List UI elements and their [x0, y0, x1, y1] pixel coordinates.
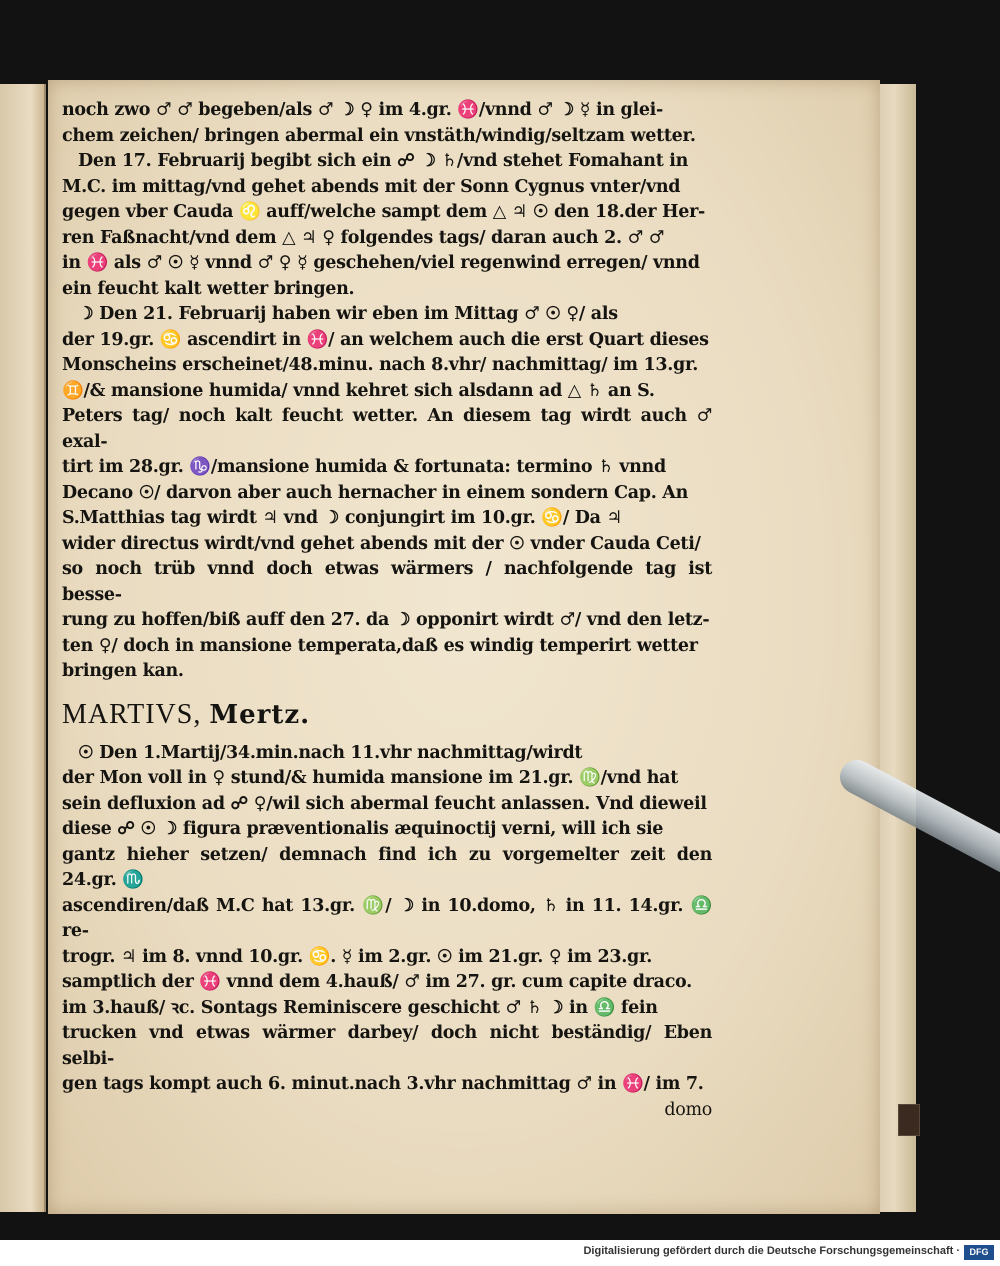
text-line: chem zeichen/ bringen abermal ein vnstäth/windig/seltzam wetter.: [62, 125, 696, 146]
dfg-logo-icon: DFG: [964, 1245, 994, 1260]
text-line: ♊/& mansione humida/ vnnd kehret sich alsdann ad △ ♄ an S.: [62, 380, 655, 401]
footer-credit: Digitalisierung gefördert durch die Deutsche Forschungsgemeinschaft ·: [583, 1245, 960, 1257]
text-line: gegen vber Cauda ♌ auff/welche sampt dem △ ♃ ☉ den 18.der Her-: [62, 202, 705, 222]
text-line: der 19.gr. ♋ ascendirt in ♓/ an welchem auch die erst Quart dieses: [62, 329, 709, 350]
text-line: in ♓ als ♂ ☉ ☿ vnnd ♂ ♀ ☿ geschehen/viel regenwind erregen/ vnnd: [62, 253, 700, 273]
text-line: tirt im 28.gr. ♑/mansione humida & fortunata: termino ♄ vnnd: [62, 457, 666, 477]
text-line: so noch trüb vnnd doch etwas wärmers / nachfolgende tag ist besse-: [62, 559, 712, 605]
page-text: [62, 98, 712, 1123]
section-1: [62, 98, 712, 149]
paragraph-17-februar: [62, 149, 712, 302]
text-line: Peters tag/ noch kalt feucht wetter. An diesem tag wirdt auch ♂ exal-: [62, 406, 712, 452]
text-line: gen tags kompt auch 6. minut.nach 3.vhr nachmittag ♂ in ♓/ im 7.: [62, 1074, 704, 1094]
text-line: gantz hieher setzen/ demnach find ich zu vorgemelter zeit den 24.gr. ♏: [62, 844, 712, 890]
text-line: ten ♀/ doch in mansione temperata,daß es windig temperirt wetter: [62, 635, 698, 656]
footer-bar: [0, 1240, 1000, 1266]
paragraph-1-martij: [62, 741, 712, 1098]
text-line: ☽ Den 21. Februarij haben wir eben im Mittag ♂ ☉ ♀/ als: [78, 304, 618, 324]
text-line: ☉ Den 1.Martij/34.min.nach 11.vhr nachmittag/wirdt: [78, 742, 583, 763]
text-line: der Mon voll in ♀ stund/& humida mansione im 21.gr. ♍/vnd hat: [62, 768, 678, 788]
text-line: ein feucht kalt wetter bringen.: [62, 278, 355, 299]
left-page-edge: [0, 84, 46, 1212]
text-line: ascendiren/daß M.C hat 13.gr. ♍/ ☽ in 10.domo, ♄ in 11. 14.gr. ♎ re-: [62, 895, 712, 941]
text-line: trucken vnd etwas wärmer darbey/ doch nicht beständig/ Eben selbi-: [62, 1023, 712, 1069]
text-line: M.C. im mittag/vnd gehet abends mit der Sonn Cygnus vnter/vnd: [62, 176, 681, 197]
text-line: rung zu hoffen/biß auff den 27. da ☽ opponirt wirdt ♂/ vnd den letz-: [62, 610, 710, 630]
heading-latin: MARTIVS,: [62, 698, 202, 730]
text-line: Den 17. Februarij begibt sich ein ☍ ☽ ♄/vnd stehet Fomahant in: [78, 151, 689, 171]
text-line: im 3.hauß/ ꝛc. Sontags Reminiscere geschicht ♂ ♄ ☽ in ♎ fein: [62, 997, 658, 1018]
heading-martius: [62, 695, 712, 735]
catchword: domo: [664, 1099, 712, 1120]
text-line: Monscheins erscheinet/48.minu. nach 8.vhr/ nachmittag/ im 13.gr.: [62, 355, 699, 375]
text-line: diese ☍ ☉ ☽ figura præventionalis æquinoctij verni, will ich sie: [62, 819, 664, 839]
heading-german: Mertz.: [209, 699, 311, 730]
text-line: trogr. ♃ im 8. vnnd 10.gr. ♋. ☿ im 2.gr. ☉ im 21.gr. ♀ im 23.gr.: [62, 946, 653, 967]
page-clip: [898, 1104, 920, 1136]
text-line: wider directus wirdt/vnd gehet abends mit der ☉ vnder Cauda Ceti/: [62, 533, 701, 554]
text-line: samptlich der ♓ vnnd dem 4.hauß/ ♂ im 27. gr. cum capite draco.: [62, 972, 692, 992]
text-line: bringen kan.: [62, 661, 184, 681]
text-line: sein defluxion ad ☍ ♀/wil sich abermal feucht anlassen. Vnd dieweil: [62, 793, 707, 814]
text-line: ren Faßnacht/vnd dem △ ♃ ♀ folgendes tags/ daran auch 2. ♂ ♂: [62, 227, 665, 248]
text-line: Decano ☉/ darvon aber auch hernacher in einem sondern Cap. An: [62, 482, 688, 503]
text-line: noch zwo ♂ ♂ begeben/als ♂ ☽ ♀ im 4.gr. ♓/vnnd ♂ ☽ ☿ in glei-: [62, 100, 663, 120]
paragraph-21-februar: [62, 302, 712, 685]
text-line: S.Matthias tag wirdt ♃ vnd ☽ conjungirt im 10.gr. ♋/ Da ♃: [62, 508, 622, 528]
